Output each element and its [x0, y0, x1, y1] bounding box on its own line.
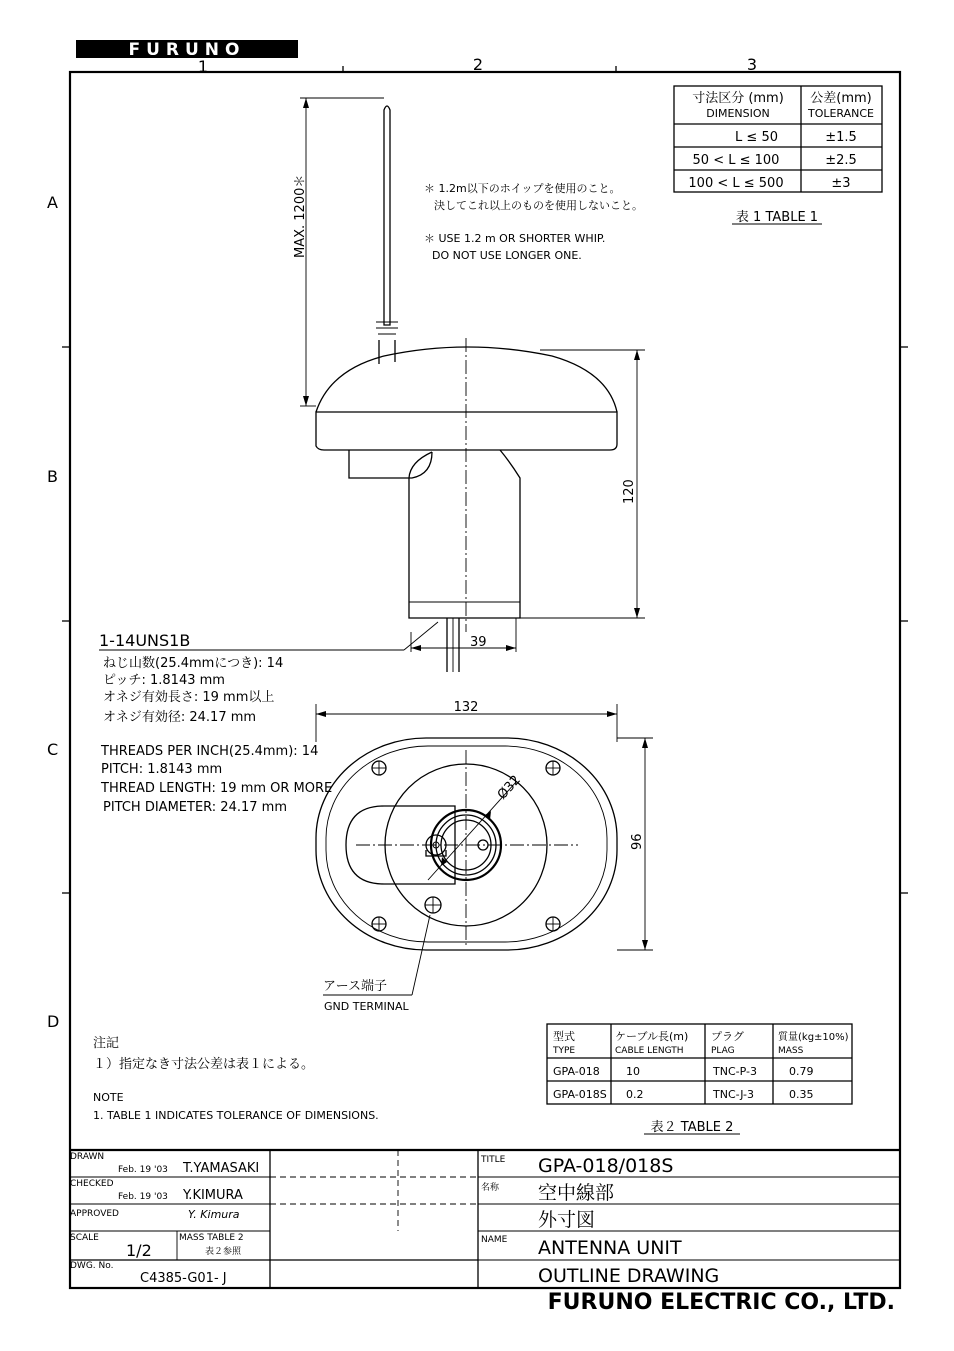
tb-name-label: NAME — [481, 1235, 508, 1245]
grid-col-2: 2 — [472, 55, 484, 74]
tb-drawn-date: Feb. 19 '03 — [118, 1165, 168, 1175]
gnd-label-jp: アース端子 — [323, 979, 387, 994]
table1-cell: ±1.5 — [825, 130, 857, 145]
note-jp-line: １）指定なき寸法公差は表１による。 — [93, 1057, 315, 1072]
note-en-line: 1. TABLE 1 INDICATES TOLERANCE OF DIMENSIONS. — [93, 1109, 379, 1122]
table2-header-jp: 型式 — [553, 1030, 575, 1043]
tb-name-jp-label: 名称 — [481, 1183, 500, 1193]
tb-title: GPA-018/018S — [538, 1155, 674, 1177]
dim-depth-96: 96 — [630, 833, 645, 850]
table1-cell: ±2.5 — [825, 153, 857, 168]
table1-header-dimension-en: DIMENSION — [706, 107, 770, 120]
thread-jp-line: ピッチ: 1.8143 mm — [103, 673, 225, 688]
radome — [316, 347, 617, 412]
whip-antenna — [384, 106, 390, 325]
note-whip-en-2: DO NOT USE LONGER ONE. — [432, 249, 582, 262]
table1-cell: L ≤ 50 — [735, 130, 778, 145]
tb-approved-signature: Y. Kimura — [188, 1208, 240, 1221]
grid-col-3: 3 — [746, 55, 758, 74]
thread-jp-line: オネジ有効径: 24.17 mm — [103, 710, 257, 725]
dim-bore: Ø32 — [494, 772, 524, 803]
tb-checked-label: CHECKED — [70, 1179, 114, 1189]
table2-header-en: TYPE — [553, 1046, 576, 1056]
table1-header-tolerance-en: TOLERANCE — [807, 107, 875, 120]
table2-header-en: MASS — [778, 1046, 804, 1056]
thread-jp-line: ねじ山数(25.4mmにつき): 14 — [103, 656, 284, 671]
svg-text:FURUNO: FURUNO — [128, 40, 246, 60]
tb-drawn-name: T.YAMASAKI — [183, 1161, 260, 1176]
table1-header-dimension-jp: 寸法区分 (mm) — [692, 91, 784, 106]
table1-cell: 50 < L ≤ 100 — [692, 153, 780, 168]
table2-cell: GPA-018S — [553, 1088, 607, 1101]
table2-cell: TNC-P-3 — [713, 1065, 757, 1078]
table2-header-jp: 質量(kg±10%) — [778, 1032, 849, 1043]
tb-name-2: OUTLINE DRAWING — [538, 1265, 720, 1287]
grid-row-a: A — [47, 193, 58, 212]
tb-checked-date: Feb. 19 '03 — [118, 1192, 168, 1202]
table2-cell: 0.35 — [789, 1088, 814, 1101]
tb-dwg-number: C4385-G01- J — [140, 1271, 227, 1286]
dim-max-height: MAX. 1200＊ — [293, 174, 308, 258]
table2-header-en: PLAG — [711, 1046, 735, 1056]
tb-checked-name: Y.KIMURA — [183, 1188, 243, 1203]
table2-cell: TNC-J-3 — [713, 1088, 755, 1101]
dim-height-120: 120 — [622, 479, 637, 504]
table2-cell: GPA-018 — [553, 1065, 600, 1078]
note-jp-title: 注記 — [93, 1036, 120, 1051]
note-whip-en-1: ＊ USE 1.2 m OR SHORTER WHIP. — [424, 232, 606, 245]
tb-mass-ref: 表２参照 — [205, 1247, 242, 1257]
company-name: FURUNO ELECTRIC CO., LTD. — [547, 1290, 895, 1315]
furuno-logo — [76, 40, 298, 60]
note-en-title: NOTE — [93, 1091, 124, 1104]
table2-header-en: CABLE LENGTH — [615, 1046, 684, 1056]
dim-width-132: 132 — [453, 700, 479, 715]
table1-header-tolerance-jp: 公差(mm) — [810, 91, 872, 106]
thread-en-line: THREADS PER INCH(25.4mm): 14 — [101, 744, 319, 759]
table1-cell: 100 < L ≤ 500 — [688, 176, 784, 191]
table2-cell: 0.2 — [626, 1088, 644, 1101]
tb-name: ANTENNA UNIT — [538, 1237, 682, 1259]
thread-en-line: THREAD LENGTH: 19 mm OR MORE — [101, 781, 333, 796]
thread-en-line: PITCH DIAMETER: 24.17 mm — [103, 800, 287, 815]
tb-scale-value: 1/2 — [126, 1241, 152, 1260]
tb-name-jp-2: 外寸図 — [538, 1209, 596, 1231]
thread-jp-line: オネジ有効長さ: 19 mm以上 — [103, 690, 275, 705]
table2-header-jp: プラグ — [711, 1030, 744, 1043]
thread-title: 1-14UNS1B — [99, 631, 191, 650]
table2-caption: 表２ TABLE 2 — [650, 1120, 734, 1135]
grid-row-c: C — [47, 740, 59, 759]
grid-col-1: 1 — [197, 57, 209, 76]
bottom-view — [316, 704, 653, 995]
table2-cell: 10 — [626, 1065, 640, 1078]
thread-en-line: PITCH: 1.8143 mm — [101, 762, 223, 777]
table1-caption: 表 1 TABLE 1 — [735, 210, 819, 225]
table2-header-jp: ケーブル長(m) — [615, 1030, 689, 1043]
note-whip-jp-2: 決してこれ以上のものを使用しないこと。 — [434, 199, 643, 212]
dim-connector-39: 39 — [470, 635, 487, 650]
table1-cell: ±3 — [831, 176, 851, 191]
tb-scale-label: SCALE — [70, 1233, 99, 1243]
gnd-label-en: GND TERMINAL — [324, 1000, 409, 1013]
tb-title-label: TITLE — [481, 1155, 506, 1165]
tb-name-jp: 空中線部 — [538, 1182, 615, 1204]
tb-dwg-label: DWG. No. — [70, 1261, 114, 1271]
tb-mass-label: MASS TABLE 2 — [179, 1233, 244, 1243]
grid-row-d: D — [47, 1012, 60, 1031]
grid-row-b: B — [47, 467, 58, 486]
tb-approved-label: APPROVED — [70, 1209, 119, 1219]
note-whip-jp-1: ＊ 1.2m以下のホイップを使用のこと。 — [424, 182, 621, 195]
tb-drawn-label: DRAWN — [70, 1152, 105, 1162]
table2-cell: 0.79 — [789, 1065, 814, 1078]
